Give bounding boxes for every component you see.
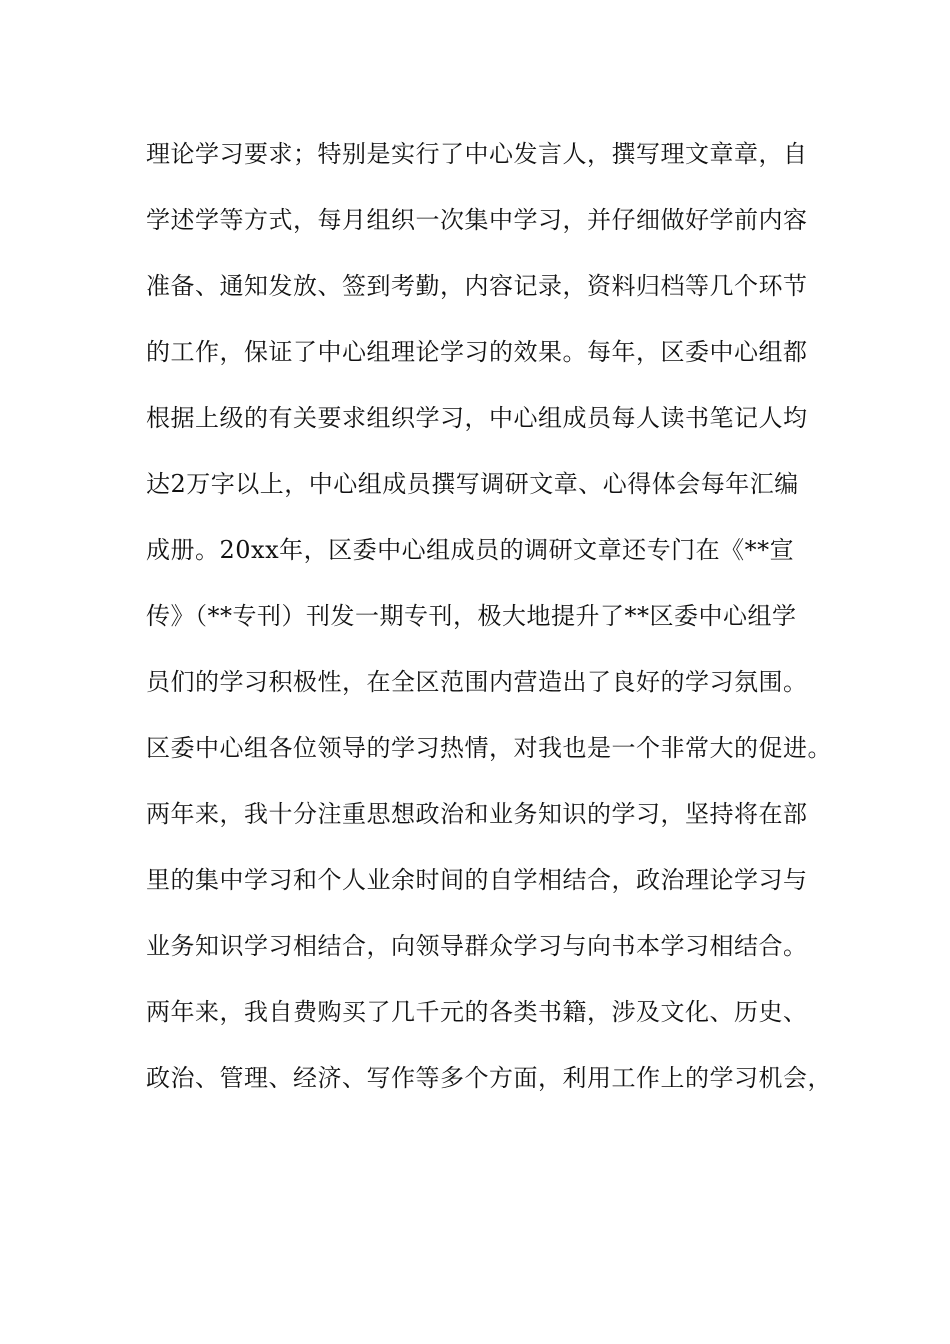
text-line: 的工作，保证了中心组理论学习的效果。每年，区委中心组都 <box>146 338 808 366</box>
text-line: 准备、通知发放、签到考勤，内容记录，资料归档等几个环节 <box>146 272 808 300</box>
body-text <box>146 131 832 1121</box>
text-line: 员们的学习积极性，在全区范围内营造出了良好的学习氛围。 <box>146 668 808 696</box>
text-line: 业务知识学习相结合，向领导群众学习与向书本学习相结合。 <box>146 932 808 960</box>
text-line: 成册。20xx年，区委中心组成员的调研文章还专门在《**宣 <box>146 536 795 564</box>
text-line: 里的集中学习和个人业余时间的自学相结合，政治理论学习与 <box>146 866 808 894</box>
text-line: 两年来，我自费购买了几千元的各类书籍，涉及文化、历史、 <box>146 998 808 1026</box>
text-line: 区委中心组各位领导的学习热情，对我也是一个非常大的促进。 <box>146 734 832 762</box>
text-line: 理论学习要求；特别是实行了中心发言人，撰写理文章章，自 <box>146 140 808 168</box>
text-line: 传》（**专刊）刊发一期专刊，极大地提升了**区委中心组学 <box>146 602 797 630</box>
text-line: 根据上级的有关要求组织学习，中心组成员每人读书笔记人均 <box>146 404 808 432</box>
text-line: 达2万字以上，中心组成员撰写调研文章、心得体会每年汇编 <box>146 470 799 498</box>
text-line: 政治、管理、经济、写作等多个方面，利用工作上的学习机会， <box>146 1064 832 1092</box>
text-line: 学述学等方式，每月组织一次集中学习，并仔细做好学前内容 <box>146 206 808 234</box>
text-line: 两年来，我十分注重思想政治和业务知识的学习，坚持将在部 <box>146 800 808 828</box>
